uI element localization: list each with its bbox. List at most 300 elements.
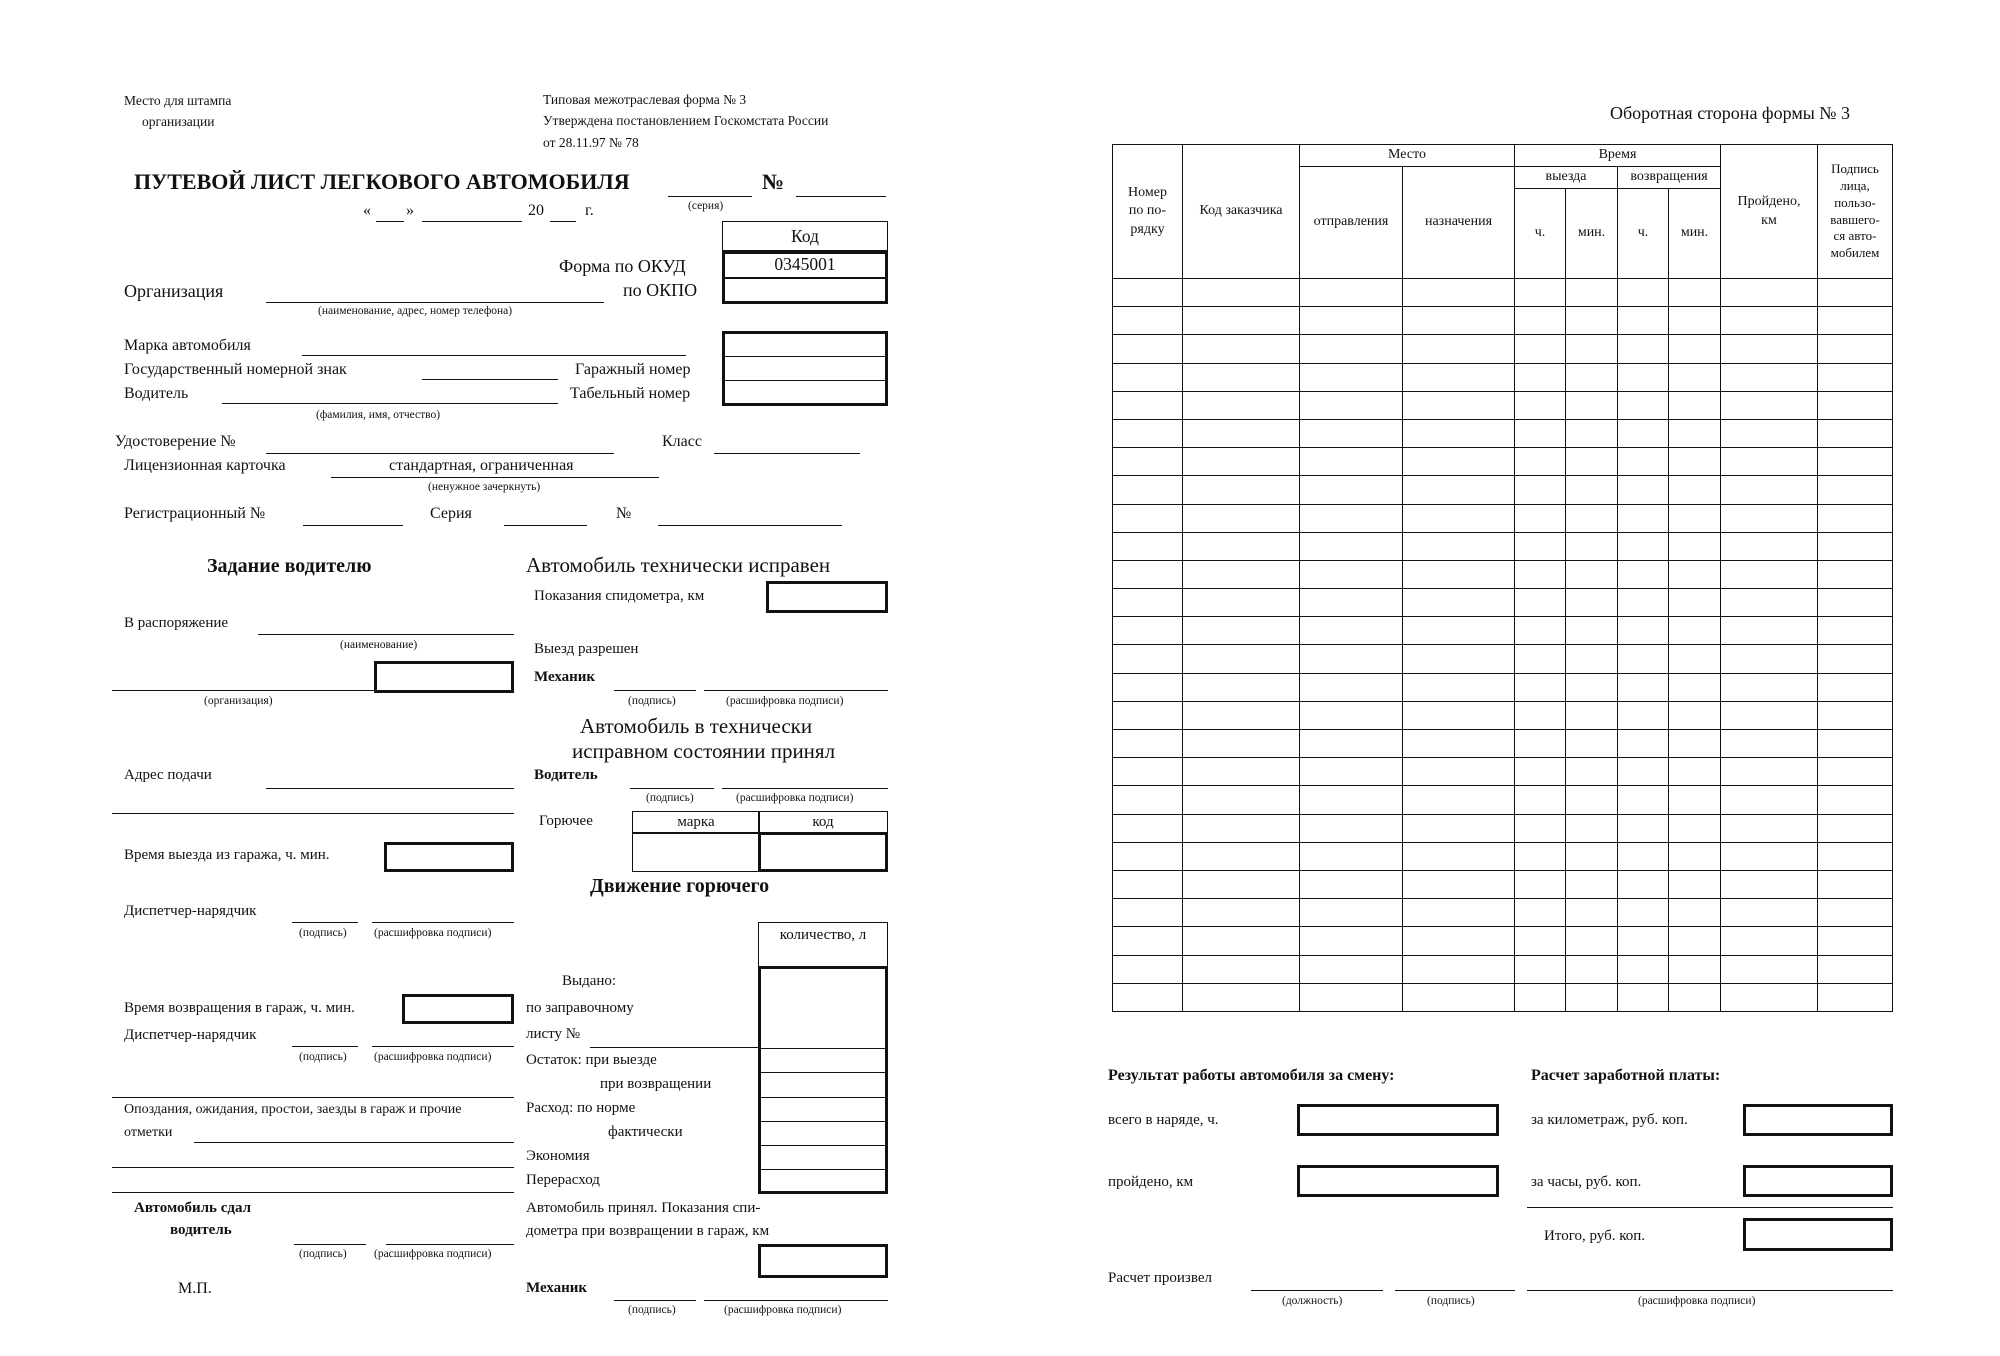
table-cell[interactable] (1183, 758, 1300, 786)
table-cell[interactable] (1113, 419, 1183, 447)
table-cell[interactable] (1818, 279, 1893, 307)
table-cell[interactable] (1515, 927, 1566, 955)
hours-in-duty-box[interactable] (1297, 1104, 1499, 1136)
marks-line2[interactable] (112, 1167, 514, 1168)
table-cell[interactable] (1566, 842, 1618, 870)
table-cell[interactable] (1566, 617, 1618, 645)
table-cell[interactable] (1669, 786, 1721, 814)
disposal-code-box[interactable] (374, 661, 514, 693)
table-cell[interactable] (1618, 617, 1669, 645)
class-line[interactable] (714, 453, 860, 454)
plate-line[interactable] (422, 379, 558, 380)
table-cell[interactable] (1618, 870, 1669, 898)
mechanic-signature-line-bottom[interactable] (614, 1300, 696, 1301)
table-cell[interactable] (1566, 560, 1618, 588)
table-cell[interactable] (1721, 448, 1818, 476)
table-cell[interactable] (1300, 391, 1403, 419)
table-cell[interactable] (1818, 532, 1893, 560)
table-cell[interactable] (1721, 758, 1818, 786)
table-cell[interactable] (1566, 363, 1618, 391)
table-cell[interactable] (1300, 870, 1403, 898)
table-cell[interactable] (1818, 899, 1893, 927)
table-cell[interactable] (1300, 786, 1403, 814)
table-cell[interactable] (1818, 842, 1893, 870)
table-cell[interactable] (1721, 955, 1818, 983)
table-cell[interactable] (1515, 786, 1566, 814)
table-cell[interactable] (1403, 419, 1515, 447)
table-cell[interactable] (1618, 730, 1669, 758)
driver-signature-line[interactable] (630, 788, 714, 789)
table-cell[interactable] (1300, 842, 1403, 870)
table-cell[interactable] (1183, 589, 1300, 617)
license-line[interactable] (266, 453, 614, 454)
table-cell[interactable] (1721, 476, 1818, 504)
table-cell[interactable] (1818, 448, 1893, 476)
table-cell[interactable] (1300, 532, 1403, 560)
table-cell[interactable] (1618, 673, 1669, 701)
table-cell[interactable] (1618, 335, 1669, 363)
organization-line[interactable] (266, 302, 604, 303)
table-cell[interactable] (1566, 955, 1618, 983)
table-cell[interactable] (1515, 617, 1566, 645)
table-cell[interactable] (1403, 504, 1515, 532)
table-cell[interactable] (1669, 335, 1721, 363)
date-month-line[interactable] (422, 221, 522, 222)
table-cell[interactable] (1566, 448, 1618, 476)
mechanic-decoding-line-top[interactable] (704, 690, 888, 691)
table-cell[interactable] (1721, 927, 1818, 955)
table-cell[interactable] (1300, 560, 1403, 588)
speedometer-box[interactable] (766, 581, 888, 613)
address-line[interactable] (266, 788, 514, 789)
reg-number-line[interactable] (303, 525, 403, 526)
table-cell[interactable] (1515, 279, 1566, 307)
table-cell[interactable] (1300, 448, 1403, 476)
table-cell[interactable] (1566, 335, 1618, 363)
table-cell[interactable] (1618, 927, 1669, 955)
table-cell[interactable] (1818, 617, 1893, 645)
address-line2[interactable] (112, 813, 514, 814)
table-cell[interactable] (1515, 391, 1566, 419)
table-cell[interactable] (1618, 307, 1669, 335)
table-cell[interactable] (1183, 814, 1300, 842)
series-line[interactable] (668, 196, 752, 197)
position-line[interactable] (1251, 1290, 1383, 1291)
table-cell[interactable] (1515, 899, 1566, 927)
table-cell[interactable] (1618, 476, 1669, 504)
table-cell[interactable] (1183, 279, 1300, 307)
marks-line[interactable] (194, 1142, 514, 1143)
table-cell[interactable] (1669, 476, 1721, 504)
calc-signature-line[interactable] (1395, 1290, 1515, 1291)
table-cell[interactable] (1818, 786, 1893, 814)
table-cell[interactable] (1515, 560, 1566, 588)
table-cell[interactable] (1113, 476, 1183, 504)
table-cell[interactable] (1618, 645, 1669, 673)
table-cell[interactable] (1669, 560, 1721, 588)
table-cell[interactable] (1113, 842, 1183, 870)
table-cell[interactable] (1183, 983, 1300, 1011)
return-time-box[interactable] (402, 994, 514, 1024)
table-cell[interactable] (1183, 335, 1300, 363)
table-cell[interactable] (1113, 335, 1183, 363)
table-cell[interactable] (1113, 363, 1183, 391)
table-cell[interactable] (1300, 730, 1403, 758)
table-cell[interactable] (1183, 842, 1300, 870)
table-cell[interactable] (1403, 645, 1515, 673)
table-cell[interactable] (1300, 758, 1403, 786)
table-cell[interactable] (1721, 617, 1818, 645)
table-cell[interactable] (1669, 870, 1721, 898)
per-hour-box[interactable] (1743, 1165, 1893, 1197)
table-cell[interactable] (1113, 504, 1183, 532)
table-cell[interactable] (1721, 532, 1818, 560)
table-cell[interactable] (1566, 758, 1618, 786)
table-cell[interactable] (1403, 363, 1515, 391)
table-cell[interactable] (1515, 645, 1566, 673)
table-cell[interactable] (1818, 335, 1893, 363)
table-cell[interactable] (1183, 645, 1300, 673)
table-cell[interactable] (1515, 983, 1566, 1011)
dispatcher-decoding-line-top[interactable] (372, 922, 514, 923)
table-cell[interactable] (1403, 279, 1515, 307)
table-cell[interactable] (1669, 617, 1721, 645)
table-cell[interactable] (1818, 419, 1893, 447)
table-cell[interactable] (1113, 786, 1183, 814)
table-cell[interactable] (1566, 476, 1618, 504)
table-cell[interactable] (1669, 504, 1721, 532)
table-cell[interactable] (1818, 560, 1893, 588)
table-cell[interactable] (1113, 758, 1183, 786)
table-cell[interactable] (1721, 335, 1818, 363)
reg-no-line[interactable] (658, 525, 842, 526)
table-cell[interactable] (1403, 786, 1515, 814)
table-cell[interactable] (1721, 419, 1818, 447)
table-cell[interactable] (1669, 391, 1721, 419)
table-cell[interactable] (1618, 391, 1669, 419)
quantity-column[interactable] (758, 966, 888, 1194)
table-cell[interactable] (1403, 673, 1515, 701)
table-cell[interactable] (1113, 701, 1183, 729)
table-cell[interactable] (1183, 532, 1300, 560)
table-cell[interactable] (1183, 419, 1300, 447)
table-cell[interactable] (1183, 786, 1300, 814)
date-year-line[interactable] (550, 221, 576, 222)
table-cell[interactable] (1515, 335, 1566, 363)
dispatcher-decoding-line-bottom[interactable] (372, 1046, 514, 1047)
table-cell[interactable] (1669, 448, 1721, 476)
table-cell[interactable] (1300, 701, 1403, 729)
table-cell[interactable] (1300, 363, 1403, 391)
table-cell[interactable] (1566, 673, 1618, 701)
number-line[interactable] (796, 196, 886, 197)
dispatcher-signature-line-top[interactable] (292, 922, 358, 923)
table-cell[interactable] (1183, 701, 1300, 729)
table-cell[interactable] (1618, 419, 1669, 447)
table-cell[interactable] (1183, 476, 1300, 504)
table-cell[interactable] (1669, 758, 1721, 786)
table-cell[interactable] (1183, 673, 1300, 701)
table-cell[interactable] (1300, 307, 1403, 335)
table-cell[interactable] (1403, 870, 1515, 898)
table-cell[interactable] (1566, 589, 1618, 617)
table-cell[interactable] (1183, 560, 1300, 588)
table-cell[interactable] (1403, 617, 1515, 645)
table-cell[interactable] (1669, 419, 1721, 447)
table-cell[interactable] (1618, 448, 1669, 476)
table-cell[interactable] (1113, 279, 1183, 307)
table-cell[interactable] (1515, 307, 1566, 335)
table-cell[interactable] (1618, 560, 1669, 588)
table-cell[interactable] (1403, 899, 1515, 927)
table-cell[interactable] (1300, 419, 1403, 447)
table-cell[interactable] (1566, 983, 1618, 1011)
table-cell[interactable] (1721, 899, 1818, 927)
table-cell[interactable] (1669, 814, 1721, 842)
driver-decoding-line[interactable] (722, 788, 888, 789)
table-cell[interactable] (1183, 617, 1300, 645)
table-cell[interactable] (1721, 560, 1818, 588)
fuel-code-cell[interactable] (758, 832, 888, 872)
table-cell[interactable] (1515, 730, 1566, 758)
table-cell[interactable] (1669, 842, 1721, 870)
table-cell[interactable] (1183, 955, 1300, 983)
table-cell[interactable] (1515, 532, 1566, 560)
table-cell[interactable] (1515, 504, 1566, 532)
table-cell[interactable] (1300, 927, 1403, 955)
table-cell[interactable] (1113, 730, 1183, 758)
table-cell[interactable] (1669, 589, 1721, 617)
table-cell[interactable] (1113, 983, 1183, 1011)
table-cell[interactable] (1618, 532, 1669, 560)
table-cell[interactable] (1300, 504, 1403, 532)
total-box[interactable] (1743, 1218, 1893, 1251)
table-cell[interactable] (1618, 758, 1669, 786)
table-cell[interactable] (1566, 307, 1618, 335)
table-cell[interactable] (1515, 589, 1566, 617)
table-cell[interactable] (1618, 899, 1669, 927)
driver-line[interactable] (222, 403, 558, 404)
table-cell[interactable] (1818, 391, 1893, 419)
departure-time-box[interactable] (384, 842, 514, 872)
table-cell[interactable] (1403, 814, 1515, 842)
table-cell[interactable] (1818, 307, 1893, 335)
handover-decoding-line[interactable] (386, 1244, 514, 1245)
per-km-box[interactable] (1743, 1104, 1893, 1136)
table-cell[interactable] (1183, 391, 1300, 419)
table-cell[interactable] (1566, 504, 1618, 532)
table-cell[interactable] (1566, 814, 1618, 842)
table-cell[interactable] (1818, 758, 1893, 786)
table-cell[interactable] (1403, 730, 1515, 758)
table-cell[interactable] (1566, 927, 1618, 955)
table-cell[interactable] (1618, 814, 1669, 842)
table-cell[interactable] (1818, 983, 1893, 1011)
car-info-box[interactable] (722, 331, 888, 406)
table-cell[interactable] (1113, 814, 1183, 842)
table-cell[interactable] (1403, 391, 1515, 419)
mechanic-signature-line-top[interactable] (614, 690, 696, 691)
table-cell[interactable] (1618, 504, 1669, 532)
distance-box[interactable] (1297, 1165, 1499, 1197)
table-cell[interactable] (1300, 335, 1403, 363)
table-cell[interactable] (1566, 391, 1618, 419)
table-cell[interactable] (1113, 870, 1183, 898)
table-cell[interactable] (1818, 645, 1893, 673)
table-cell[interactable] (1515, 419, 1566, 447)
fuel-sheet-number-line[interactable] (590, 1047, 758, 1048)
table-cell[interactable] (1818, 814, 1893, 842)
table-cell[interactable] (1669, 927, 1721, 955)
table-cell[interactable] (1183, 307, 1300, 335)
fuel-brand-cell[interactable] (632, 832, 760, 872)
table-cell[interactable] (1669, 532, 1721, 560)
table-cell[interactable] (1818, 730, 1893, 758)
table-cell[interactable] (1618, 363, 1669, 391)
table-cell[interactable] (1818, 870, 1893, 898)
table-cell[interactable] (1403, 983, 1515, 1011)
table-cell[interactable] (1669, 307, 1721, 335)
table-cell[interactable] (1566, 701, 1618, 729)
table-cell[interactable] (1113, 645, 1183, 673)
license-card-value[interactable]: стандартная, ограниченная (389, 457, 574, 474)
return-speedometer-box[interactable] (758, 1244, 888, 1278)
table-cell[interactable] (1183, 504, 1300, 532)
table-cell[interactable] (1566, 730, 1618, 758)
table-cell[interactable] (1618, 786, 1669, 814)
table-cell[interactable] (1618, 983, 1669, 1011)
table-cell[interactable] (1669, 955, 1721, 983)
table-cell[interactable] (1669, 279, 1721, 307)
table-cell[interactable] (1113, 532, 1183, 560)
table-cell[interactable] (1515, 814, 1566, 842)
table-cell[interactable] (1403, 927, 1515, 955)
table-cell[interactable] (1566, 645, 1618, 673)
table-cell[interactable] (1300, 279, 1403, 307)
series-value-line[interactable] (504, 525, 587, 526)
table-cell[interactable] (1403, 842, 1515, 870)
table-cell[interactable] (1669, 899, 1721, 927)
disposal-org-line[interactable] (112, 690, 374, 691)
table-cell[interactable] (1183, 899, 1300, 927)
table-cell[interactable] (1300, 476, 1403, 504)
table-cell[interactable] (1113, 391, 1183, 419)
table-cell[interactable] (1566, 419, 1618, 447)
table-cell[interactable] (1618, 842, 1669, 870)
table-cell[interactable] (1618, 589, 1669, 617)
table-cell[interactable] (1113, 673, 1183, 701)
car-brand-line[interactable] (302, 355, 686, 356)
table-cell[interactable] (1515, 955, 1566, 983)
table-cell[interactable] (1818, 927, 1893, 955)
table-cell[interactable] (1566, 532, 1618, 560)
table-cell[interactable] (1403, 589, 1515, 617)
table-cell[interactable] (1113, 899, 1183, 927)
table-cell[interactable] (1113, 955, 1183, 983)
table-cell[interactable] (1566, 786, 1618, 814)
table-cell[interactable] (1818, 476, 1893, 504)
table-cell[interactable] (1403, 701, 1515, 729)
table-cell[interactable] (1113, 617, 1183, 645)
table-cell[interactable] (1618, 279, 1669, 307)
table-cell[interactable] (1403, 307, 1515, 335)
table-cell[interactable] (1721, 645, 1818, 673)
table-cell[interactable] (1183, 870, 1300, 898)
table-cell[interactable] (1403, 335, 1515, 363)
table-cell[interactable] (1721, 279, 1818, 307)
table-cell[interactable] (1300, 645, 1403, 673)
table-cell[interactable] (1721, 673, 1818, 701)
table-cell[interactable] (1818, 701, 1893, 729)
table-cell[interactable] (1300, 589, 1403, 617)
table-cell[interactable] (1403, 448, 1515, 476)
table-cell[interactable] (1403, 476, 1515, 504)
table-cell[interactable] (1669, 730, 1721, 758)
disposal-line[interactable] (258, 634, 514, 635)
dispatcher-signature-line-bottom[interactable] (292, 1046, 358, 1047)
table-cell[interactable] (1618, 701, 1669, 729)
table-cell[interactable] (1300, 899, 1403, 927)
table-cell[interactable] (1818, 589, 1893, 617)
table-cell[interactable] (1515, 758, 1566, 786)
table-cell[interactable] (1721, 870, 1818, 898)
table-cell[interactable] (1113, 589, 1183, 617)
table-cell[interactable] (1515, 701, 1566, 729)
table-cell[interactable] (1818, 504, 1893, 532)
table-cell[interactable] (1721, 701, 1818, 729)
table-cell[interactable] (1183, 448, 1300, 476)
table-cell[interactable] (1721, 391, 1818, 419)
table-cell[interactable] (1300, 617, 1403, 645)
table-cell[interactable] (1300, 814, 1403, 842)
mechanic-decoding-line-bottom[interactable] (704, 1300, 888, 1301)
table-cell[interactable] (1183, 730, 1300, 758)
table-cell[interactable] (1818, 673, 1893, 701)
table-cell[interactable] (1721, 363, 1818, 391)
marks-line3[interactable] (112, 1192, 514, 1193)
table-cell[interactable] (1515, 363, 1566, 391)
table-cell[interactable] (1113, 560, 1183, 588)
table-cell[interactable] (1669, 983, 1721, 1011)
table-cell[interactable] (1721, 307, 1818, 335)
table-cell[interactable] (1721, 814, 1818, 842)
calc-decoding-line[interactable] (1527, 1290, 1893, 1291)
table-cell[interactable] (1113, 448, 1183, 476)
table-cell[interactable] (1566, 870, 1618, 898)
table-cell[interactable] (1669, 645, 1721, 673)
table-cell[interactable] (1618, 955, 1669, 983)
table-cell[interactable] (1669, 363, 1721, 391)
table-cell[interactable] (1669, 701, 1721, 729)
table-cell[interactable] (1403, 532, 1515, 560)
table-cell[interactable] (1669, 673, 1721, 701)
table-cell[interactable] (1721, 842, 1818, 870)
table-cell[interactable] (1818, 363, 1893, 391)
table-cell[interactable] (1515, 673, 1566, 701)
table-cell[interactable] (1818, 955, 1893, 983)
table-cell[interactable] (1300, 983, 1403, 1011)
table-cell[interactable] (1515, 870, 1566, 898)
table-cell[interactable] (1515, 842, 1566, 870)
table-cell[interactable] (1515, 448, 1566, 476)
table-cell[interactable] (1721, 730, 1818, 758)
table-cell[interactable] (1403, 560, 1515, 588)
table-cell[interactable] (1515, 476, 1566, 504)
table-cell[interactable] (1403, 955, 1515, 983)
table-cell[interactable] (1183, 363, 1300, 391)
table-cell[interactable] (1721, 983, 1818, 1011)
table-cell[interactable] (1566, 899, 1618, 927)
